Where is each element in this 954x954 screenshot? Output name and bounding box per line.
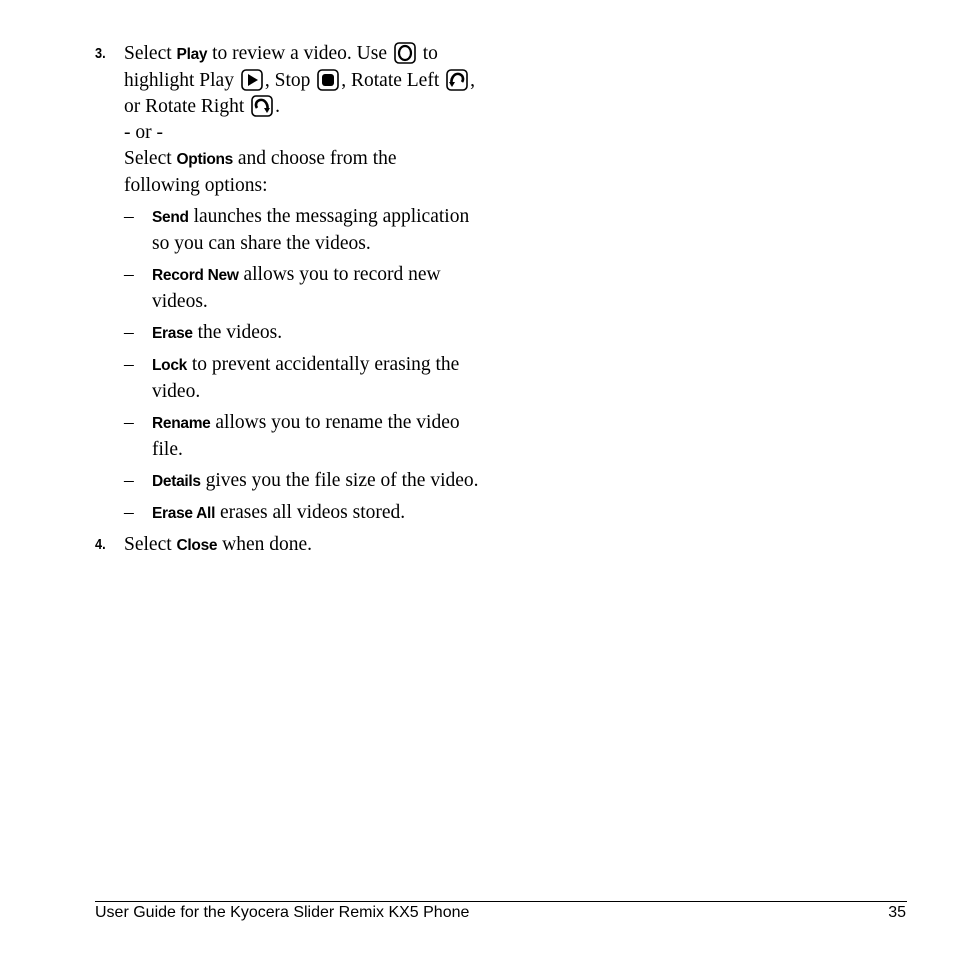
step-text: .: [275, 96, 280, 117]
list-item: [0, 410, 482, 463]
dash: –: [124, 502, 134, 523]
step-number: 3.: [95, 45, 106, 62]
options-intro-text: Select: [124, 148, 177, 169]
list-item: [0, 500, 482, 527]
list-item: [0, 320, 482, 347]
step-3: [0, 41, 484, 199]
dash: –: [124, 264, 134, 285]
stop-icon: [317, 69, 339, 91]
dash: –: [124, 322, 134, 343]
step-text: Select: [124, 534, 177, 555]
options-keyword: Options: [176, 151, 233, 168]
list-item: [0, 352, 482, 405]
navigation-key-icon: [394, 42, 416, 64]
option-keyword: Lock: [152, 357, 187, 374]
option-text: erases all videos stored.: [215, 502, 406, 523]
options-intro: [124, 146, 424, 199]
step-number: 4.: [95, 536, 106, 553]
dash: –: [124, 206, 134, 227]
list-item: [0, 204, 482, 257]
or-separator: - or -: [124, 122, 163, 143]
dash: –: [124, 470, 134, 491]
dash: –: [124, 354, 134, 375]
option-text: allows you to rename the video file.: [152, 412, 460, 460]
option-text: the videos.: [192, 322, 283, 343]
page-number: 35: [888, 904, 906, 921]
option-keyword: Send: [152, 209, 189, 226]
step-text: , or Rotate Right: [124, 70, 475, 117]
option-keyword: Erase All: [152, 505, 216, 522]
step-text: , Stop: [264, 70, 316, 91]
step-text: when done.: [217, 534, 313, 555]
option-text: allows you to record new videos.: [152, 264, 441, 312]
options-intro-text: and choose from the following options:: [124, 148, 397, 196]
footer-title: User Guide for the Kyocera Slider Remix KX5 Phone: [95, 904, 470, 921]
rotate-left-icon: [446, 69, 468, 91]
step-text: to highlight Play: [124, 43, 438, 91]
option-text: gives you the file size of the video.: [200, 470, 479, 491]
option-text: to prevent accidentally erasing the video.: [152, 354, 460, 402]
list-item: [0, 262, 482, 315]
step-4: [0, 532, 500, 559]
options-list: [0, 204, 500, 527]
option-text: launches the messaging application so you can share the videos.: [152, 206, 470, 254]
play-icon: [241, 69, 263, 91]
option-keyword: Erase: [152, 325, 193, 342]
list-item: [0, 468, 482, 495]
option-keyword: Rename: [152, 415, 211, 432]
rotate-right-icon: [251, 95, 273, 117]
option-keyword: Record New: [152, 267, 239, 284]
dash: –: [124, 412, 134, 433]
close-keyword: Close: [176, 537, 218, 554]
footer-divider: [95, 901, 907, 902]
step-text: to review a video. Use: [207, 43, 392, 64]
step-text: , Rotate Left: [341, 70, 445, 91]
option-keyword: Details: [152, 473, 201, 490]
play-keyword: Play: [176, 46, 208, 63]
step-text: Select: [124, 43, 177, 64]
page-content: [0, 40, 500, 559]
